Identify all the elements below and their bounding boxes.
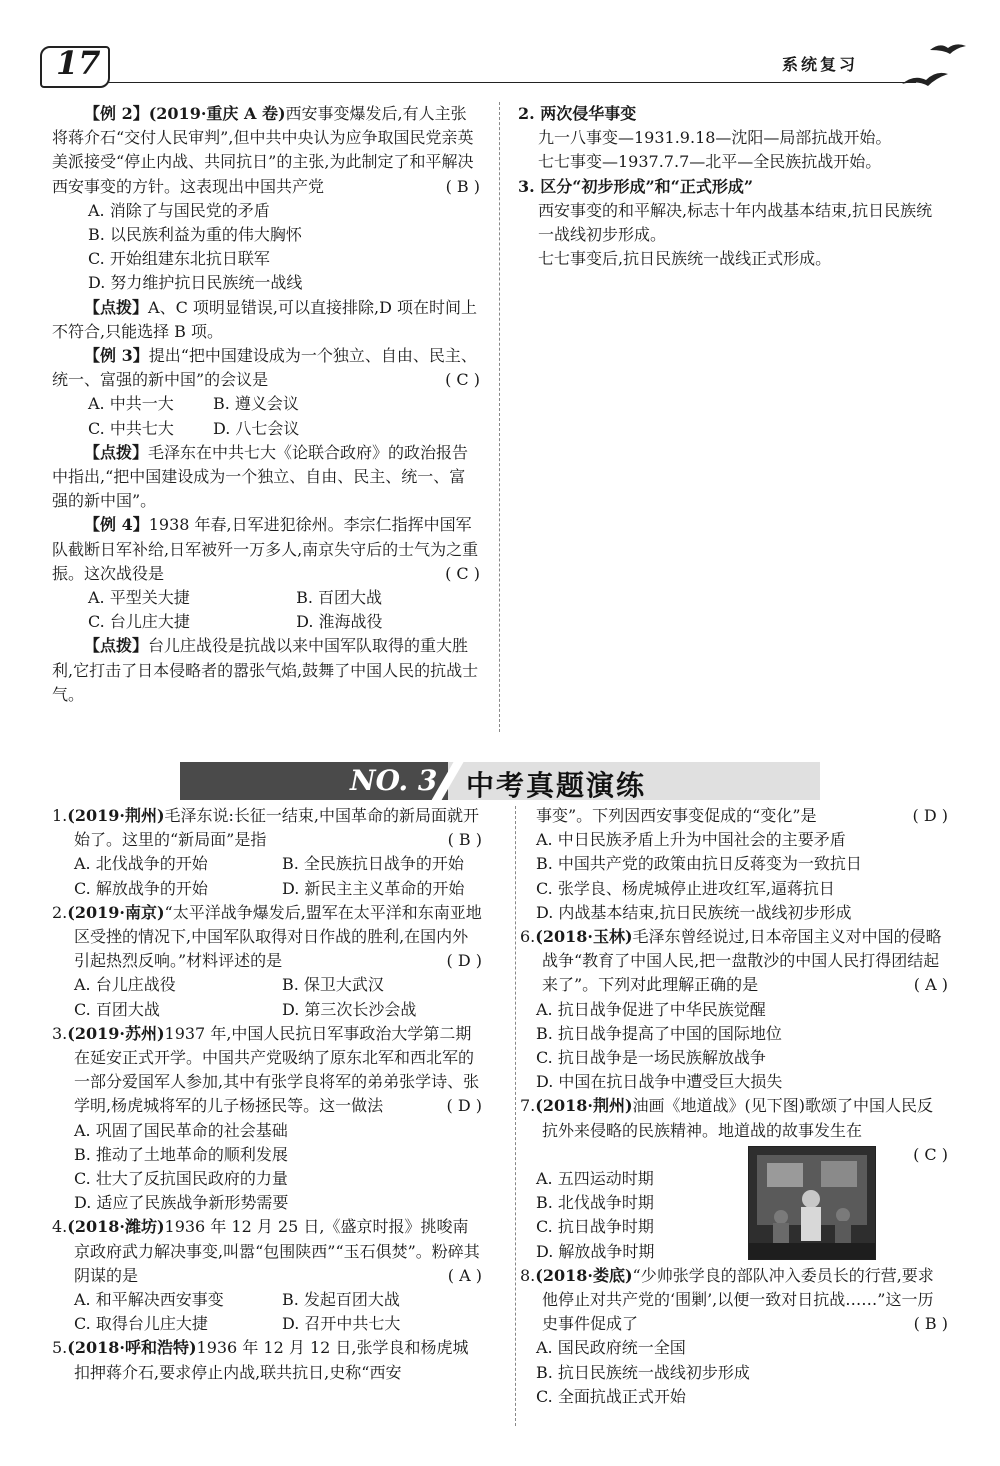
example-4-tip: 【点拨】台儿庄战役是抗战以来中国军队取得的重大胜利,它打击了日本侵略者的嚣张气焰,鼓舞了中国人民的抗战士气。	[52, 636, 479, 704]
tunnel-war-painting-image	[748, 1146, 876, 1260]
options-row: C. 解放战争的开始 D. 新民主主义革命的开始	[74, 878, 465, 898]
option: D. 中国在抗日战争中遭受巨大损失	[536, 1072, 783, 1092]
options-row: C. 中共七大 D. 八七会议	[88, 418, 300, 438]
option: A. 抗日战争促进了中华民族觉醒	[536, 999, 766, 1019]
options-row: A. 中共一大 B. 遵义会议	[88, 394, 299, 414]
option: D. 适应了民族战争新形势需要	[74, 1193, 289, 1213]
section-banner	[180, 762, 820, 800]
example-2-tip: 【点拨】A、C 项明显错误,可以直接排除,D 项在时间上不符合,只能选择 B 项。	[52, 297, 477, 341]
options-row: C. 取得台儿庄大捷 D. 召开中共七大	[74, 1314, 401, 1334]
option: C. 抗日战争是一场民族解放战争	[536, 1048, 766, 1068]
example-3-stem: 【例 3】提出“把中国建设成为一个独立、自由、民主、统一、富强的新中国”的会议是 ( C )	[52, 344, 480, 392]
section-number: NO. 3	[350, 764, 438, 797]
option: D. 努力维护抗日民族统一战线	[88, 273, 303, 293]
example-4-stem: 【例 4】1938 年春,日军进犯徐州。李宗仁指挥中国军队截断日军补给,日军被歼一万多人,南京失守后的士气为之重振。这次战役是 ( C )	[52, 513, 480, 586]
question-8: 8.(2018·娄底)“少帅张学良的部队冲入委员长的行营,要求他停止对共产党的‘围剿’,以便一致对日抗战……”这一历史事件促成了 ( B )	[520, 1265, 948, 1334]
question-4: 4.(2018·潍坊)1936 年 12 月 25 日,《盛京时报》挑唆南京政府武力解决事变,叫嚣“包围陕西”“玉石俱焚”。粉碎其阴谋的是 ( A )	[52, 1217, 482, 1285]
options-row: A. 平型关大捷 B. 百团大战	[88, 588, 383, 608]
option: C. 开始组建东北抗日联军	[88, 249, 270, 269]
questions-left-column	[52, 804, 482, 1385]
questions-right-column	[520, 804, 948, 1409]
option: B. 中国共产党的政策由抗日反蒋变为一致抗日	[536, 854, 862, 874]
option: A. 中日民族矛盾上升为中国社会的主要矛盾	[536, 830, 846, 850]
option: C. 全面抗战正式开始	[536, 1386, 686, 1406]
option: C. 壮大了反抗国民政府的力量	[74, 1169, 288, 1189]
painting-illustration-icon	[749, 1147, 875, 1259]
header-rule	[108, 82, 916, 83]
option: B. 北伐战争时期	[536, 1193, 654, 1213]
options-row: A. 北伐战争的开始 B. 全民族抗日战争的开始	[74, 854, 464, 874]
column-divider-top	[499, 102, 500, 732]
options-row: A. 和平解决西安事变 B. 发起百团大战	[74, 1290, 400, 1310]
option: D. 内战基本结束,抗日民族统一战线初步形成	[536, 902, 852, 922]
option: C. 张学良、杨虎城停止进攻红军,逼蒋抗日	[536, 878, 835, 898]
question-7: 7.(2018·荆州)油画《地道战》(见下图)歌颂了中国人民反抗外来侵略的民族精神。地道战的故事发生在	[520, 1096, 934, 1140]
example-3-tip: 【点拨】毛泽东在中共七大《论联合政府》的政治报告中指出,“把中国建设成为一个独立、自由、民主、统一、富强的新中国”。	[52, 442, 469, 511]
summary-line: 九一八事变—1931.9.18—沈阳—局部抗战开始。	[538, 128, 892, 148]
option: A. 国民政府统一全国	[536, 1338, 686, 1358]
page-number: 17	[56, 44, 101, 82]
option: A. 五四运动时期	[536, 1169, 654, 1189]
summary-heading-3: 3. 区分“初步形成”和“正式形成”	[518, 176, 754, 196]
options-row: C. 台儿庄大捷 D. 淮海战役	[88, 612, 383, 632]
example-2-answer: ( B )	[445, 176, 480, 196]
question-7-answer: ( C )	[913, 1144, 948, 1164]
examples-column	[52, 102, 480, 707]
question-5-continued: 事变”。下列因西安事变促成的“变化”是 ( D )	[536, 806, 948, 825]
option: C. 抗日战争时期	[536, 1217, 654, 1237]
summary-column	[518, 102, 948, 271]
options-row: A. 台儿庄战役 B. 保卫大武汉	[74, 975, 384, 995]
option: B. 抗日民族统一战线初步形成	[536, 1362, 750, 1382]
summary-line: 七七事变—1937.7.7—北平—全民族抗战开始。	[538, 152, 882, 172]
column-divider-bottom	[515, 806, 516, 1426]
header-title: 系统复习	[782, 55, 859, 74]
option: B. 以民族利益为重的伟大胸怀	[88, 225, 302, 245]
summary-line: 七七事变后,抗日民族统一战线正式形成。	[538, 249, 832, 269]
example-4-answer: ( C )	[445, 563, 480, 583]
example-2-stem: 【例 2】(2019·重庆 A 卷)西安事变爆发后,有人主张将蒋介石“交付人民审判”,但中共中央认为应争取国民党亲英美派接受“停止内战、共同抗日”的主张,为此制定了和平解决西安事变的方针。这表现出中国共产党 ( B )	[52, 102, 480, 199]
question-2: 2.(2019·南京)“太平洋战争爆发后,盟军在太平洋和东南亚地区受挫的情况下,中国军队取得对日作战的胜利,在国内外引起热烈反响。”材料评述的是 ( D )	[52, 902, 482, 971]
question-1: 1.(2019·荆州)毛泽东说:长征一结束,中国革命的新局面就开始了。这里的“新局面”是指 ( B )	[52, 806, 482, 850]
option: A. 巩固了国民革命的社会基础	[74, 1120, 288, 1140]
option: B. 推动了土地革命的顺利发展	[74, 1144, 288, 1164]
option: D. 解放战争时期	[536, 1241, 655, 1261]
summary-heading-2: 2. 两次侵华事变	[518, 104, 637, 123]
option: B. 抗日战争提高了中国的国际地位	[536, 1023, 782, 1043]
question-6: 6.(2018·玉林)毛泽东曾经说过,日本帝国主义对中国的侵略战争“教育了中国人民,把一盘散沙的中国人民打得团结起来了”。下列对此理解正确的是 ( A )	[520, 927, 948, 995]
question-3: 3.(2019·苏州)1937 年,中国人民抗日军事政治大学第二期在延安正式开学。中国共产党吸纳了原东北军和西北军的一部分爱国军人参加,其中有张学良将军的弟弟张学诗、张学明,杨虎城将军的儿子杨拯民等。这一做法 ( D )	[52, 1023, 482, 1116]
option: A. 消除了与国民党的矛盾	[88, 200, 270, 220]
section-title: 中考真题演练	[466, 769, 647, 802]
summary-line: 西安事变的和平解决,标志十年内战基本结束,抗日民族统一战线初步形成。	[538, 200, 933, 245]
question-5: 5.(2018·呼和浩特)1936 年 12 月 12 日,张学良和杨虎城扣押蒋介石,要求停止内战,联共抗日,史称“西安	[52, 1338, 469, 1382]
options-row: C. 百团大战 D. 第三次长沙会战	[74, 999, 417, 1019]
birds-decoration-icon	[900, 40, 970, 90]
example-3-answer: ( C )	[445, 370, 480, 390]
